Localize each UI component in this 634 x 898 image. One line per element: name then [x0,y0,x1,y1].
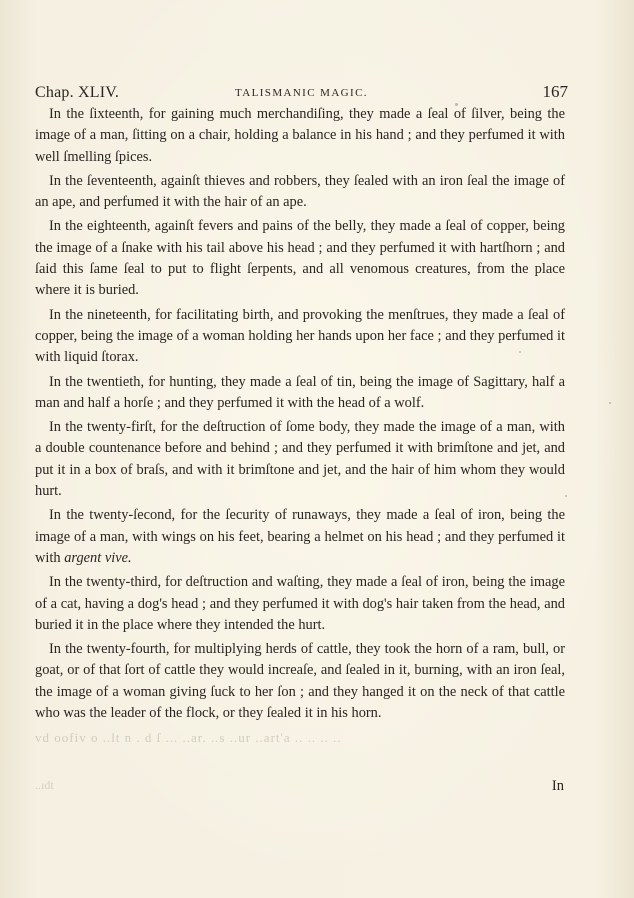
chapter-label: Chap. XLIV. [35,84,120,101]
catchword: In [551,778,564,794]
bleed-through-line: vd oofiv o ..lt n . d ſ ... ..ar. ..s ..ur ..art'a .. .. .. .. [35,730,342,745]
paragraph-twenty-first: In the twenty-firſt, for the deſtruction of ſome body, they made the image of a man, with a double countenance before and behind ; and they perfumed it with brimſtone and jet, and put it in a box of braſs, and with it brimſtone and jet, and the hair of him whom they would hurt. [35,419,565,500]
ink-speck [519,351,521,353]
italic-phrase: argent vive. [64,549,132,566]
ink-speck [609,402,611,404]
paragraph-eighteenth: In the eighteenth, againſt fevers and pains of the belly, they made a ſeal of copper, being the image of a ſnake with his tail above his head ; and they perfumed it with hartſhorn ; and ſaid this ſame ſeal to put to flight ſerpents, and all venomous creatures, from the place where it is buried. [35,218,565,299]
paragraph-twentieth: In the twentieth, for hunting, they made a ſeal of tin, being the image of Sagittary, half a man and half a horſe ; and they perfumed it with the head of a wolf. [35,373,565,411]
page-header [35,84,568,106]
paragraph-twenty-fourth: In the twenty-fourth, for multiplying herds of cattle, they took the horn of a ram, bull, or goat, or of that ſort of cattle they would increaſe, and ſealed in it, burning, with an iron ſeal, the image of a woman giving ſuck to her ſon ; and they hanged it on the neck of that cattle who was the leader of the flock, or they ſealed it in his horn. [35,641,565,722]
paragraph-twenty-second [35,505,565,569]
paragraph-twenty-second-text: In the twenty-ſecond, for the ſecurity of runaways, they made a ſeal of iron, being the image of a man, with wings on his feet, bearing a helmet on his head ; and they perfumed it with [35,507,565,566]
paragraph-sixteenth: In the ſixteenth, for gaining much merchandiſing, they made a ſeal of ſilver, being the image of a man, ſitting on a chair, holding a balance in his hand ; and they perfumed it with well ſmelling ſpices. [35,106,565,165]
ink-speck [565,495,567,497]
body-text [35,104,565,727]
bleed-through-line-2: ..ıdt [35,778,54,792]
paragraph-twenty-third: In the twenty-third, for deſtruction and waſting, they made a ſeal of iron, being the image of a cat, having a dog's head ; and they perfumed it with dog's hair taken from the head, and buried it in the place where they intended the hurt. [35,574,565,633]
paragraph-seventeenth: In the ſeventeenth, againſt thieves and robbers, they ſealed with an iron ſeal the image of an ape, and perfumed it with the hair of an ape. [35,172,565,211]
running-title: TALISMANIC MAGIC. [235,87,368,99]
page-number: 167 [542,82,568,101]
paragraph-nineteenth: In the nineteenth, for facilitating birth, and provoking the menſtrues, they made a ſeal of copper, being the image of a woman holding her hands upon her face ; and they perfumed it with liquid ſtorax. [35,306,565,366]
ink-speck [455,103,458,106]
